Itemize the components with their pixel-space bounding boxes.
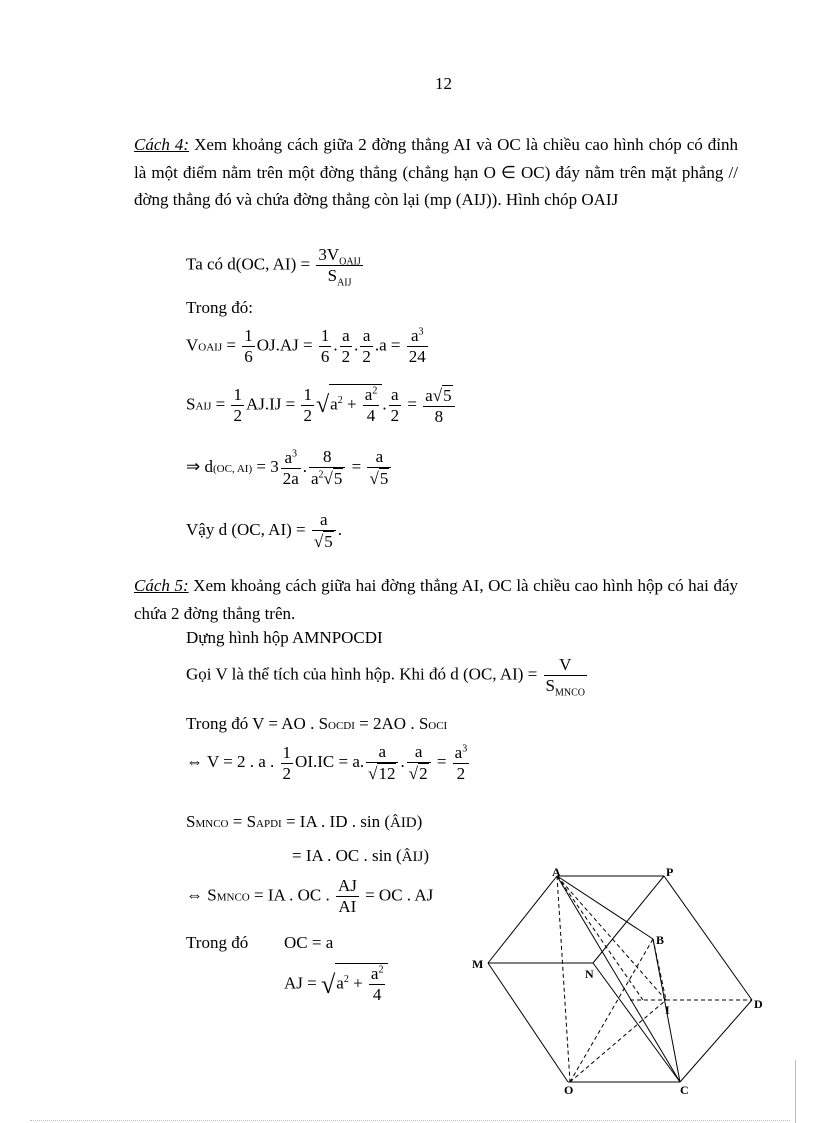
label-o: O [564,1083,574,1097]
goi-label: Gọi V là thể tích của hình hộp. Khi đó d (OC, AI) = [186,664,538,684]
cach4-paragraph [134,131,738,214]
label-n: N [585,967,594,981]
trong-do-label-2: Trong đó [186,933,249,952]
oc-eq: OC = a [284,933,334,952]
edge-np [593,876,664,963]
page-number: 12 [435,74,452,93]
edge-ai [557,876,666,1000]
formula-implies: ⇒ d(OC, AI) = 3 $\frac{a^3}{2a}$ . $\frac{8}{a^2√5}$ = $\frac{a}{√5}$ [186,447,393,489]
edge-am [488,876,557,963]
trong-do-label: Trong đó: [186,298,253,317]
formula-volume: VOAIJ = $\frac{1}{6}$ OJ.AJ = $\frac{1}{6}$ . $\frac{a}{2}$ . $\frac{a}{2}$ .a = $\frac{a^3}{24}$ [186,326,426,366]
page-bottom-rule [30,1120,790,1121]
formula-smnco-3: ⇔ SMNCO = IA . OC . $\frac{AJ}{AI}$ = OC . AJ [186,876,434,916]
formula-aj: AJ = $√a^2$ + $\frac{a^2}{4}$ [284,963,388,1005]
cach4-text: Xem khoảng cách giữa 2 đờng thẳng AI và OC là chiều cao hình chóp có đỉnh là một điểm nằm trên một đờng thẳng (chẳng hạn O ∈ OC) đáy nằm trên mặt phẳng // đờng thẳng đó và chứa đờng thẳng còn lại (mp (AIJ)). Hình chóp OAIJ [134,135,739,209]
ta-co-label: Ta có d(OC, AI) = [186,254,311,274]
page-edge-line [795,1060,796,1123]
edge-ob [570,939,653,1082]
cach5-paragraph [134,572,738,627]
label-a: A [552,865,561,879]
label-m: M [472,957,484,971]
edge-dp [664,876,752,1000]
label-c: C [680,1083,689,1097]
cach5-label: Cách 5: [134,576,189,595]
edge-oi [570,1000,666,1082]
vay-label: Vậy d (OC, AI) = [186,519,306,539]
label-d: D [754,997,763,1011]
aj-label: AJ = [284,973,317,993]
edge-cd [680,1000,752,1082]
formula-result: Vậy d (OC, AI) = $\frac{a}{√5}$ . [186,510,342,551]
label-b: B [656,933,665,947]
formula-smnco: SMNCO = SAPDI = IA . ID . sin (ÂID) [186,812,423,831]
edge-mo [488,963,568,1082]
formula-smnco-2: = IA . OC . sin (ÂIJ) [292,846,430,865]
edge-aj [557,876,643,1000]
label-i: I [665,1003,670,1017]
formula-area: SAIJ = $\frac{1}{2}$ AJ.IJ = $\frac{1}{2}$ $√a^2$ + $\frac{a^2}{4}$ . $\frac{a}{2}$ = $\frac{a√5}{8}$ [186,384,457,427]
cach5-text: Xem khoảng cách giữa hai đờng thẳng AI, OC là chiều cao hình hộp có hai đáy chứa 2 đờng thẳng trên. [134,576,739,623]
trong-do-v-line: Trong đó V = AO . SOCDI = 2AO . SOCI [186,714,448,733]
formula-distance: Ta có d(OC, AI) = $\frac{3V_{OAIJ}}{S_{AIJ}}$ [186,245,361,289]
geometry-diagram [460,862,780,1102]
dung-line: Dựng hình hộp AMNPOCDI [186,628,383,647]
trong-do-v2-label: = 2AO . S [359,714,429,733]
cach4-label: Cách 4: [134,135,190,154]
label-p: P [666,865,674,879]
edge-nc [593,963,680,1082]
trong-do-v-label: Trong đó V = AO . S [186,714,329,733]
formula-v-equiv: ⇔ V = 2 . a . $\frac{1}{2}$ OI.IC = a. $\frac{a}{√12}$ . $\frac{a}{√2}$ = $\frac{a^3}{2}$ [186,742,468,783]
edge-ao [557,876,570,1082]
edge-bi [653,939,666,1000]
edge-ac [557,876,680,1082]
goi-line: Gọi V là thể tích của hình hộp. Khi đó d (OC, AI) = $\frac{V}{S_{MNCO}}$ [186,655,586,699]
